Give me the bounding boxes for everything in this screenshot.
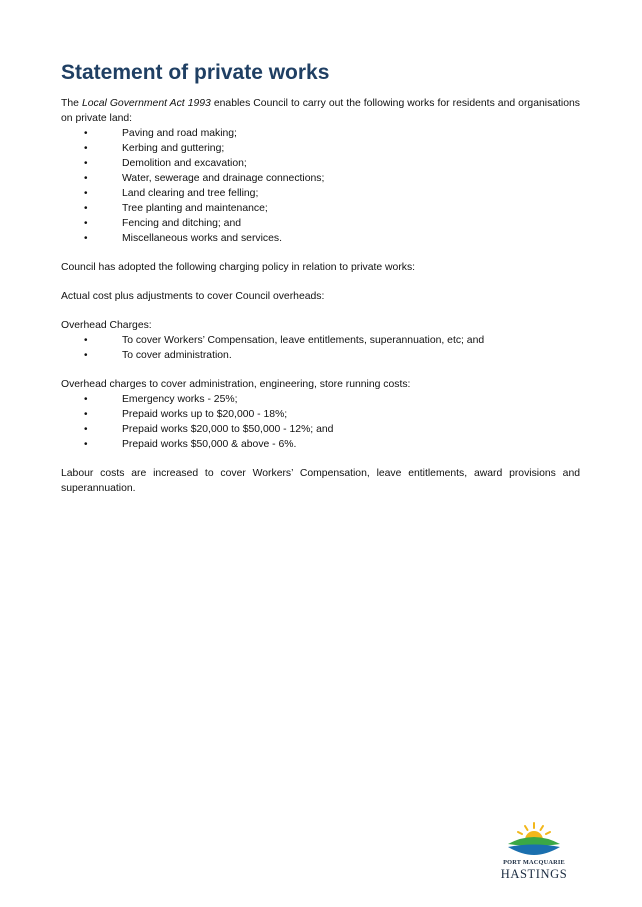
council-logo (494, 820, 574, 884)
logo-emblem-icon (494, 820, 574, 860)
admin-list (61, 392, 580, 452)
overhead-heading: Overhead Charges: (61, 320, 152, 331)
bullet-icon: • (84, 218, 88, 229)
list-item: • Miscellaneous works and services. (84, 233, 282, 244)
bullet-icon: • (84, 350, 88, 361)
labour-paragraph: Labour costs are increased to cover Workers’ Compensation, leave entitlements, award provisions and superannuation. (61, 468, 580, 494)
bullet-icon: • (84, 173, 88, 184)
list-item: • Prepaid works up to $20,000 - 18%; (84, 409, 288, 420)
list-item: • Fencing and ditching; and (84, 218, 242, 229)
bullet-icon: • (84, 394, 88, 405)
bullet-icon: • (84, 158, 88, 169)
list-item: • Demolition and excavation; (84, 158, 247, 169)
document-page (61, 58, 580, 496)
water-icon (508, 845, 560, 856)
list-item: • Kerbing and guttering; (84, 143, 225, 154)
bullet-icon: • (84, 409, 88, 420)
list-item: • Paving and road making; (84, 128, 237, 139)
list-item: • To cover Workers’ Compensation, leave entitlements, superannuation, etc; and (84, 335, 485, 346)
page-title: Statement of private works (61, 61, 330, 84)
works-list (61, 126, 580, 246)
actual-cost-paragraph: Actual cost plus adjustments to cover Council overheads: (61, 291, 325, 302)
bullet-icon: • (84, 143, 88, 154)
list-item: • Tree planting and maintenance; (84, 203, 268, 214)
overhead-list (61, 333, 580, 363)
act-name: Local Government Act 1993 (81, 98, 211, 109)
list-item: • Land clearing and tree felling; (84, 188, 259, 199)
list-item: • Prepaid works $50,000 & above - 6%. (84, 439, 297, 450)
bullet-icon: • (84, 203, 88, 214)
intro-paragraph (61, 96, 580, 126)
list-item: • Water, sewerage and drainage connections; (84, 173, 325, 184)
bullet-icon: • (84, 188, 88, 199)
bullet-icon: • (84, 233, 88, 244)
policy-paragraph: Council has adopted the following charging policy in relation to private works: (61, 262, 416, 273)
document-body (61, 96, 580, 496)
intro-pre: The (61, 98, 82, 109)
admin-heading: Overhead charges to cover administration, engineering, store running costs: (61, 379, 411, 390)
intro-post: enables Council to carry out the following works for residents and organisations on private land: (61, 98, 580, 124)
bullet-icon: • (84, 439, 88, 450)
bullet-icon: • (84, 424, 88, 435)
bullet-icon: • (84, 128, 88, 139)
list-item: • Emergency works - 25%; (84, 394, 238, 405)
bullet-icon: • (84, 335, 88, 346)
logo-text-hastings: HASTINGS (500, 867, 568, 881)
list-item: • To cover administration. (84, 350, 232, 361)
logo-text-port-macquarie: PORT MACQUARIE (503, 859, 565, 866)
list-item: • Prepaid works $20,000 to $50,000 - 12%; and (84, 424, 334, 435)
